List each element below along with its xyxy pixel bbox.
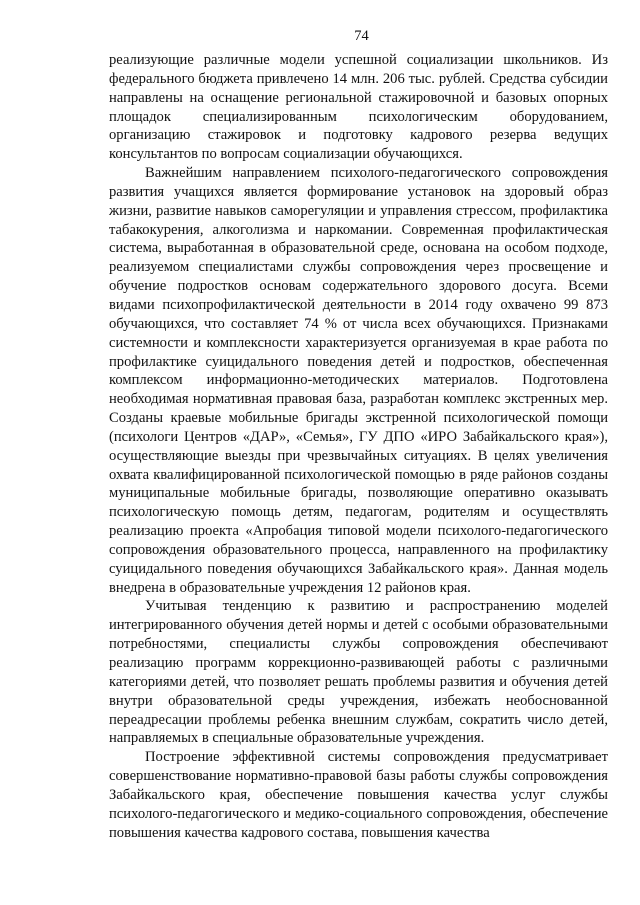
paragraph-2: Важнейшим направлением психолого-педагогического сопровождения развития учащихся является формирование установок на здоровый образ жизни, развитие навыков саморегуляции и управления стрессом, профилактика табакокурения, алкоголизма и наркомании. Современная профилактическая система, выработанная в образовательной среде, основана на особом подходе, реализуемом специалистами службы сопровождения через просвещение и обучение подростков основам содержательного здорового досуга. Всеми видами психопрофилактической деятельности в 2014 году охвачено 99 873 обучающихся, что составляет 74 % от числа всех обучающихся. Признаками системности и комплексности характеризуется организуемая в крае работа по профилактике суицидального поведения детей и подростков, обеспеченная комплексом информационно-методических материалов. Подготовлена необходимая нормативная правовая база, разработан комплекс экстренных мер. Созданы краевые мобильные бригады экстренной психологической помощи (психологи Центров «ДАР», «Семья», ГУ ДПО «ИРО Забайкальского края»), осуществляющие выезды при чрезвычайных ситуациях. В целях увеличения охвата квалифицированной психологической помощью в ряде районов созданы муниципальные мобильные бригады, позволяющие оперативно оказывать психологическую помощь детям, педагогам, родителям и осуществлять реализацию проекта «Апробация типовой модели психолого-педагогического сопровождения образовательного процесса, направленного на профилактику суицидального поведения обучающихся Забайкальского края». Данная модель внедрена в образовательные учреждения 12 районов края. (109, 165, 608, 596)
paragraph-4: Построение эффективной системы сопровождения предусматривает совершенствование нормативно-правовой базы работы службы сопровождения Забайкальского края, обеспечение повышения качества услуг службы психолого-педагогического и медико-социального сопровождения, обеспечение повышения качества кадрового состава, повышения качества (109, 749, 608, 841)
page-number: 74 (354, 28, 369, 44)
body-text (109, 51, 608, 842)
paragraph-3: Учитывая тенденцию к развитию и распространению моделей интегрированного обучения детей нормы и детей с особыми образовательными потребностями, специалисты службы сопровождения обеспечивают реализацию программ коррекционно-развивающей работы с различными категориями детей, что позволяет решать проблемы развития и обучения детей внутри образовательной среды учреждения, избежать необоснованной переадресации проблемы ребенка внешним службам, сократить число детей, направляемых в специальные образовательные учреждения. (109, 598, 608, 747)
paragraph-1: реализующие различные модели успешной социализации школьников. Из федерального бюджета привлечено 14 млн. 206 тыс. рублей. Средства субсидии направлены на оснащение региональной стажировочной и базовых опорных площадок специализированным психологическим оборудованием, организацию стажировок и подготовку кадрового резерва ведущих консультантов по вопросам социализации обучающихся. (109, 52, 608, 163)
